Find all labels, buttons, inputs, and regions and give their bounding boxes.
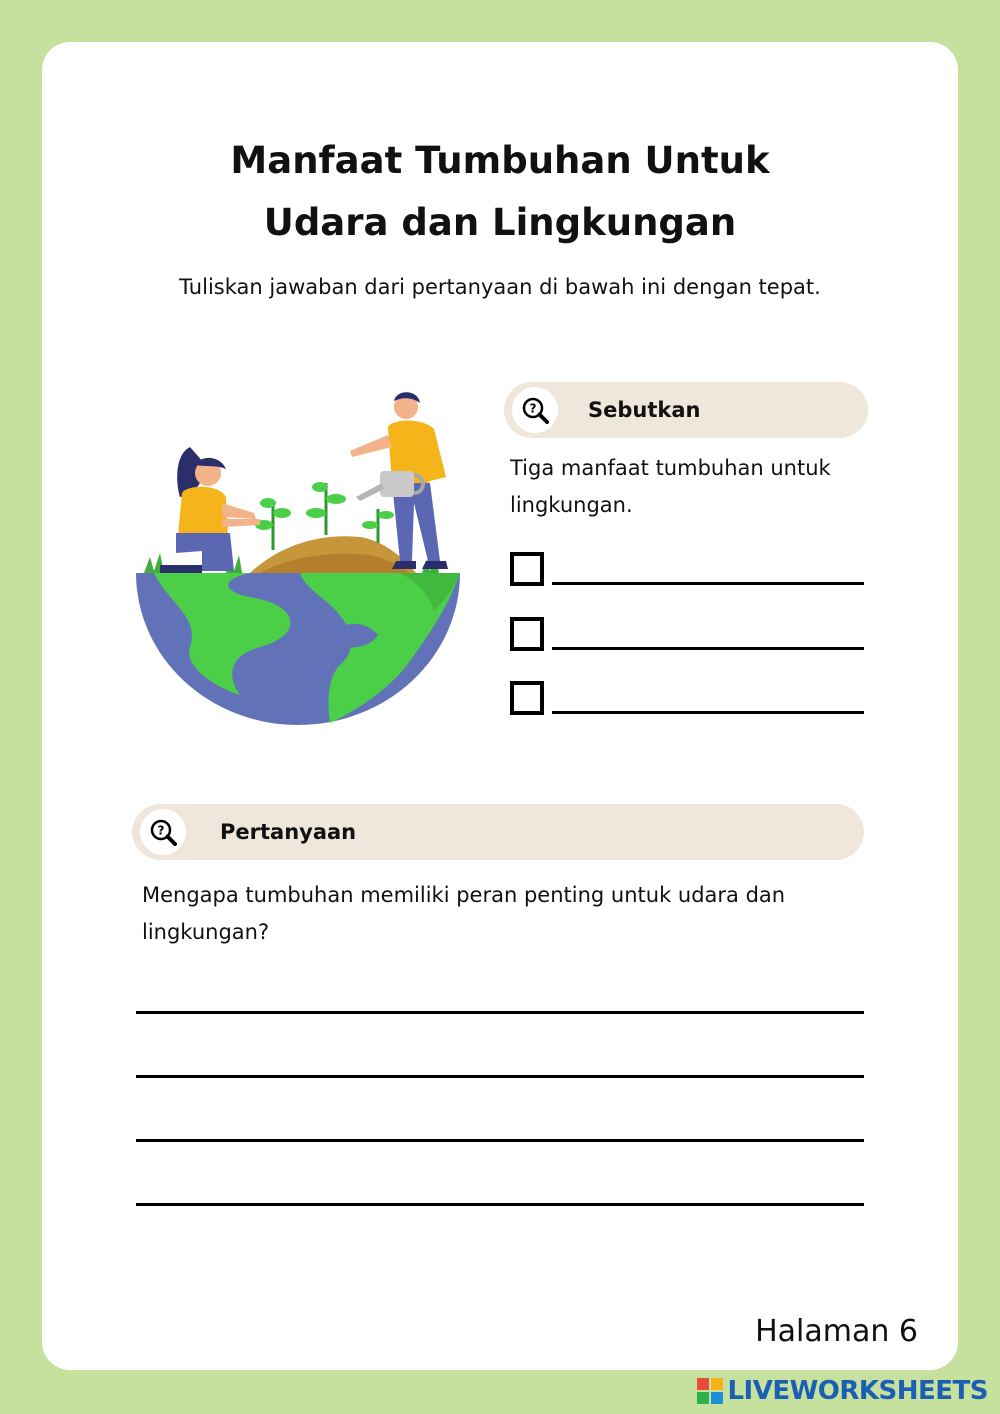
essay-answer-line-4[interactable]	[136, 1203, 864, 1206]
page-title	[0, 130, 1000, 254]
icon-circle	[512, 387, 558, 433]
answer-checkbox-3[interactable]	[510, 681, 544, 715]
search-question-icon	[149, 818, 177, 846]
essay-answer-line-2[interactable]	[136, 1075, 864, 1078]
liveworksheets-logo-icon	[697, 1378, 723, 1404]
answer-line-2[interactable]	[552, 647, 864, 650]
sebutkan-header	[504, 382, 868, 438]
essay-answer-line-1[interactable]	[136, 1011, 864, 1014]
pertanyaan-prompt: Mengapa tumbuhan memiliki peran penting untuk udara dan lingkungan?	[142, 883, 786, 944]
search-question-icon	[521, 396, 549, 424]
instruction-text: Tuliskan jawaban dari pertanyaan di bawah ini dengan tepat.	[179, 275, 821, 299]
essay-answer-line-3[interactable]	[136, 1139, 864, 1142]
answer-line-1[interactable]	[552, 582, 864, 585]
sebutkan-label: Sebutkan	[588, 398, 701, 422]
answer-checkbox-1[interactable]	[510, 552, 544, 586]
pertanyaan-header	[132, 804, 864, 860]
liveworksheets-brand[interactable]	[697, 1374, 988, 1408]
answer-line-3[interactable]	[552, 711, 864, 714]
title-line-1: Manfaat Tumbuhan Untuk	[230, 139, 770, 182]
title-line-2: Udara dan Lingkungan	[263, 201, 737, 244]
sebutkan-prompt: Tiga manfaat tumbuhan untuk lingkungan.	[510, 456, 831, 517]
earth-planting-illustration	[130, 385, 470, 735]
icon-circle	[140, 809, 186, 855]
brand-text: LIVEWORKSHEETS	[727, 1376, 988, 1406]
svg-text:?: ?	[157, 823, 165, 838]
svg-text:?: ?	[529, 401, 537, 416]
page-number: Halaman 6	[755, 1314, 918, 1349]
pertanyaan-label: Pertanyaan	[220, 820, 357, 844]
answer-checkbox-2[interactable]	[510, 617, 544, 651]
